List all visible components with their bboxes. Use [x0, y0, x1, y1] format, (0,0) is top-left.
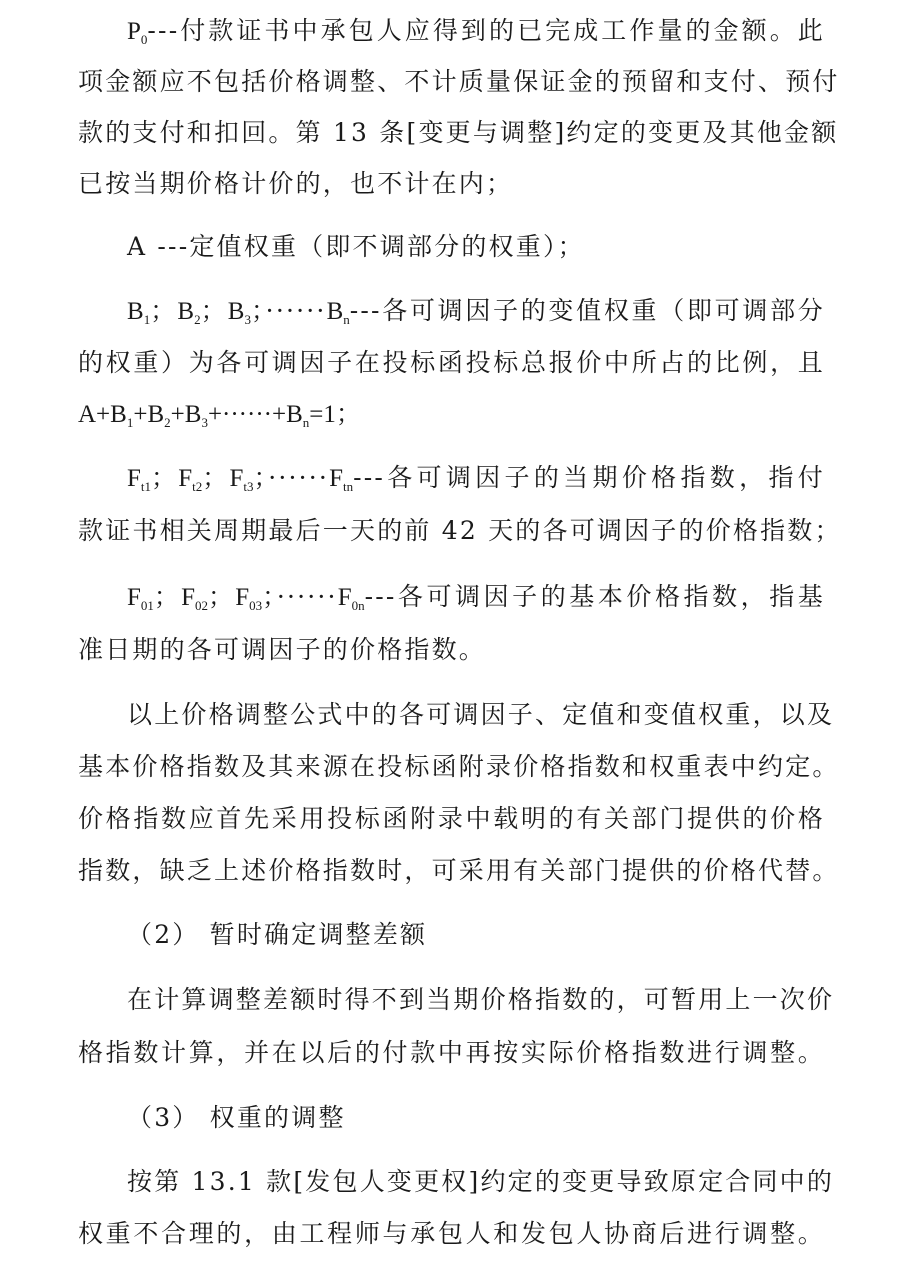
formula-plus: + [133, 401, 148, 428]
separator: ； [202, 463, 230, 492]
formula-b3-subscript: 3 [201, 415, 208, 430]
separator: ； [200, 296, 228, 325]
section-heading-2: （2） 暂时确定调整差额 [127, 920, 428, 949]
b-definition-line-1 [127, 294, 825, 328]
source-paragraph-line-3: 价格指数应首先采用投标函附录中载明的有关部门提供的价格 [78, 804, 825, 833]
b-definition-line-2: 的权重）为各可调因子在投标函投标总报价中所占的比例，且 [78, 348, 825, 377]
section-heading-3: （3） 权重的调整 [127, 1103, 346, 1132]
separator: ； [208, 582, 236, 611]
separator: ； [262, 582, 277, 611]
ft2-subscript: t2 [192, 479, 203, 494]
formula-bn: B [286, 401, 303, 428]
ft-definition-line-1 [127, 461, 825, 495]
ft-definition-text: ---各可调因子的当期价格指数，指付 [353, 463, 825, 492]
a-definition-line: A ---定值权重（即不调部分的权重）； [127, 232, 585, 261]
b2-subscript: 2 [194, 312, 201, 327]
formula-plus: + [170, 401, 185, 428]
f03-symbol: F [235, 584, 250, 611]
b2-symbol: B [177, 298, 195, 325]
f0-definition-line-1 [127, 580, 825, 614]
ellipsis: ······ [265, 296, 327, 325]
bn-subscript: n [343, 312, 350, 327]
ft-definition-line-2: 款证书相关周期最后一天的前 42 天的各可调因子的价格指数； [78, 516, 842, 545]
formula-bn-subscript: n [302, 415, 310, 430]
separator: ； [250, 296, 266, 325]
b-definition-text: ---各可调因子的变值权重（即可调部分 [349, 296, 825, 325]
ellipsis: ······ [268, 463, 330, 492]
temp-paragraph-line-1: 在计算调整差额时得不到当期价格指数的，可暂用上一次价 [127, 985, 835, 1014]
source-paragraph-line-2: 基本价格指数及其来源在投标函附录价格指数和权重表中约定。 [78, 752, 840, 781]
b1-symbol: B [127, 298, 144, 325]
ftn-subscript: tn [343, 479, 354, 494]
f02-symbol: F [181, 584, 196, 611]
ft3-symbol: F [229, 465, 244, 492]
separator: ； [151, 463, 179, 492]
formula-b1-subscript: 1 [126, 415, 134, 430]
formula-dots: +······+ [207, 401, 287, 428]
bn-symbol: B [326, 298, 344, 325]
temp-paragraph-line-2: 格指数计算，并在以后的付款中再按实际价格指数进行调整。 [78, 1038, 825, 1067]
ft1-symbol: F [127, 465, 141, 492]
separator: ； [150, 296, 178, 325]
p0-definition-text: ---付款证书中承包人应得到的已完成工作量的金额。此 [147, 16, 825, 45]
separator: ； [153, 582, 182, 611]
formula-b3: B [184, 401, 202, 428]
ellipsis: ······ [276, 582, 338, 611]
b1-subscript: 1 [143, 312, 151, 327]
f0n-symbol: F [337, 584, 352, 611]
source-paragraph-line-4: 指数，缺乏上述价格指数时，可采用有关部门提供的价格代替。 [78, 856, 840, 885]
f03-subscript: 03 [249, 598, 263, 613]
p0-definition-line-3: 款的支付和扣回。第 13 条[变更与调整]约定的变更及其他金额 [78, 118, 839, 147]
ft2-symbol: F [178, 465, 193, 492]
f02-subscript: 02 [195, 598, 209, 613]
formula-equals: =1； [309, 401, 361, 428]
ft3-subscript: t3 [243, 479, 254, 494]
f0n-subscript: 0n [351, 598, 365, 613]
p0-definition-line-1 [127, 14, 825, 48]
p0-definition-line-4: 已按当期价格计价的，也不计在内； [78, 169, 514, 198]
f0-definition-line-2: 准日期的各可调因子的价格指数。 [78, 635, 487, 664]
p0-subscript: 0 [140, 32, 148, 47]
source-paragraph-line-1: 以上价格调整公式中的各可调因子、定值和变值权重，以及 [127, 700, 835, 729]
f01-symbol: F [127, 584, 141, 611]
ftn-symbol: F [329, 465, 343, 492]
ft1-subscript: t1 [140, 479, 152, 494]
weight-paragraph-line-2: 权重不合理的，由工程师与承包人和发包人协商后进行调整。 [78, 1219, 825, 1248]
formula-b1: B [110, 401, 127, 428]
formula-b2-subscript: 2 [164, 415, 171, 430]
weight-sum-formula [78, 398, 361, 432]
f01-subscript: 01 [140, 598, 154, 613]
p0-symbol: P [127, 18, 141, 45]
b3-symbol: B [227, 298, 245, 325]
weight-paragraph-line-1: 按第 13.1 款[发包人变更权]约定的变更导致原定合同中的 [127, 1167, 835, 1196]
formula-a: A+ [78, 401, 111, 428]
f0-definition-text: ---各可调因子的基本价格指数，指基 [364, 582, 825, 611]
formula-b2: B [147, 401, 165, 428]
separator: ； [253, 463, 269, 492]
b3-subscript: 3 [244, 312, 251, 327]
p0-definition-line-2: 项金额应不包括价格调整、不计质量保证金的预留和支付、预付 [78, 67, 840, 96]
